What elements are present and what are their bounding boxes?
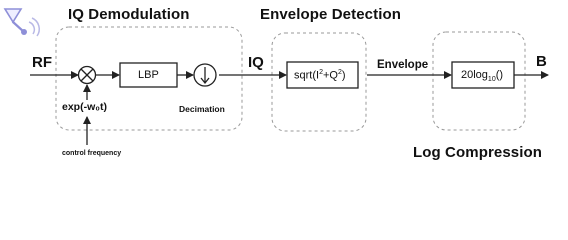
iq-demodulation-title: IQ Demodulation: [68, 6, 190, 23]
antenna-icon: [5, 9, 39, 36]
formula-log-suffix: (): [495, 69, 504, 81]
envelope-formula: [294, 69, 346, 82]
log-compression-title: Log Compression: [413, 144, 543, 161]
lpf-label: LBP: [138, 69, 159, 81]
formula-log-subscript: 10: [487, 76, 496, 84]
iq-label: IQ: [248, 54, 264, 71]
control-frequency-label: control frequency: [62, 150, 122, 157]
envelope-detection-title: Envelope Detection: [260, 6, 401, 23]
formula-sqrt-prefix: sqrt(I: [294, 69, 320, 82]
formula-exp-q: 2: [337, 69, 342, 76]
mixer-icon: [79, 67, 96, 84]
output-b-label: B: [536, 53, 547, 70]
log-formula: [461, 69, 503, 83]
formula-sqrt-mid: +Q: [322, 69, 338, 82]
mixer-input-label: exp(-w₀t): [62, 101, 107, 113]
decimation-icon: [194, 64, 216, 86]
formula-log-prefix: 20log: [461, 69, 488, 81]
rf-label: RF: [32, 54, 52, 71]
formula-sqrt-suffix: ): [341, 69, 346, 82]
decimation-label: Decimation: [179, 104, 225, 114]
envelope-label: Envelope: [377, 59, 429, 71]
formula-exp-i: 2: [319, 69, 323, 76]
